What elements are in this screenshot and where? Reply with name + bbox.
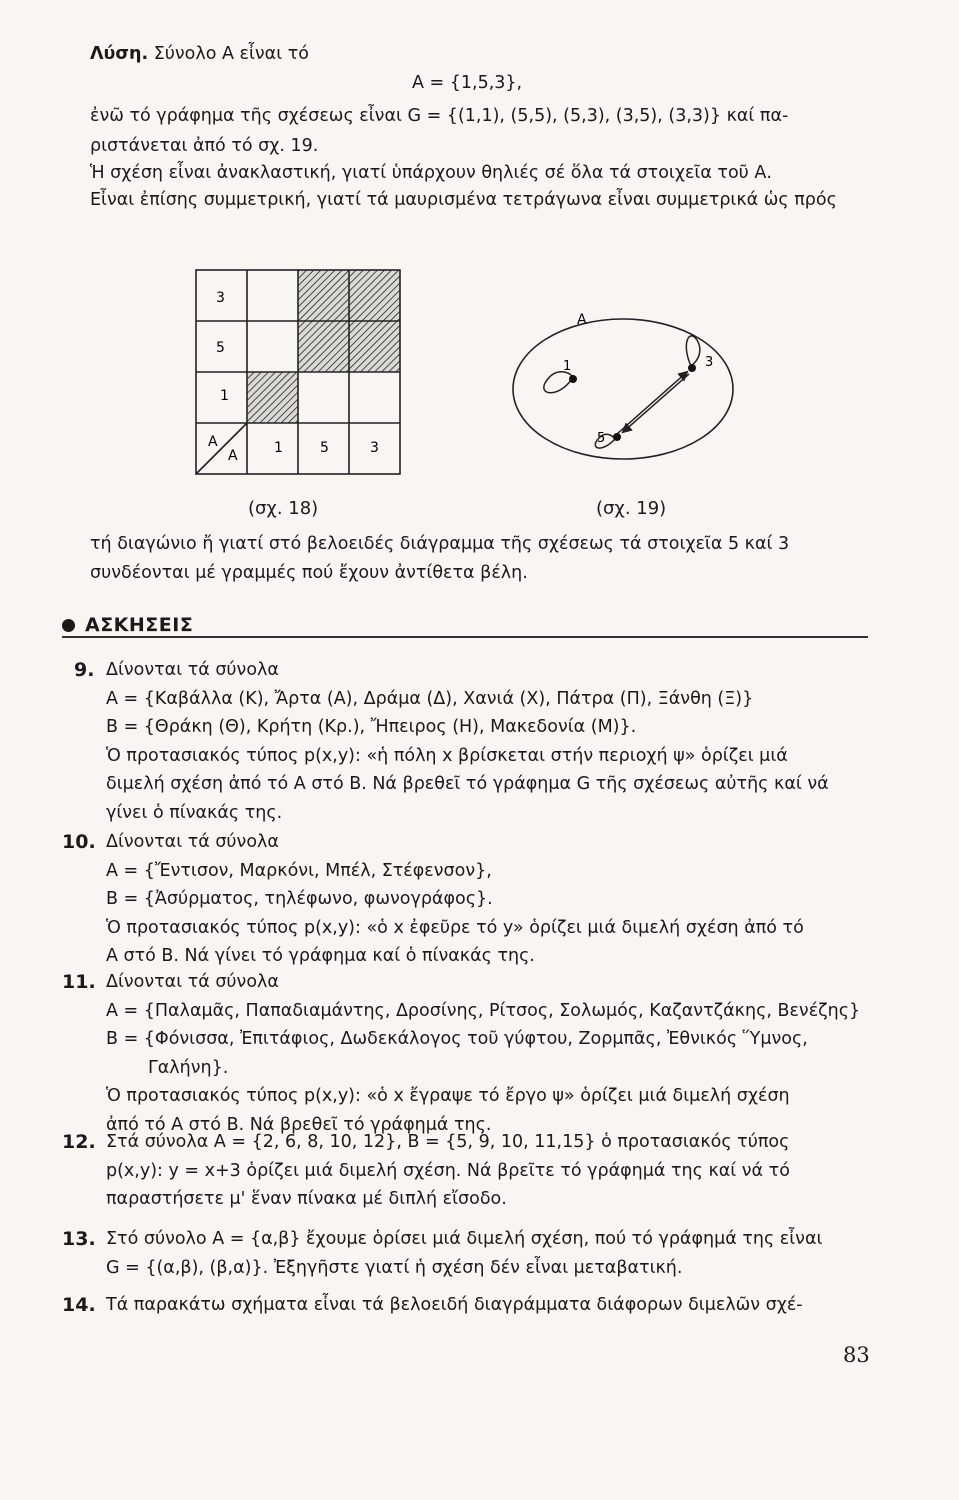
exercise-line: Ὁ προτασιακός τύπος p(x,y): «ὁ x ἐφεῦρε τό y» ὁρίζει μιά διμελή σχέση ἀπό τό [106,917,804,938]
section-divider [62,636,868,638]
exercise-line: Ὁ προτασιακός τύπος p(x,y): «ὁ x ἔγραψε τό ἔργο ψ» ὁρίζει μιά διμελή σχέση [106,1086,790,1107]
exercise-line: Τά παρακάτω σχήματα εἶναι τά βελοειδή διαγράμματα διάφορων διμελῶν σχέ- [106,1295,803,1315]
exercise-number: 14. [62,1294,96,1316]
row-label-3: 3 [216,290,225,306]
arrow-5-to-3 [617,372,687,434]
exercise-line: διμελή σχέση ἀπό τό Α στό Β. Νά βρεθεῖ τό γράφημα G τῆς σχέσεως αὐτῆς καί νά [106,774,829,795]
col-label-5: 5 [320,440,329,456]
exercise-line: Β = {Ἀσύρματος, τηλέφωνο, φωνογράφος}. [106,889,493,910]
exercise-line: παραστήσετε μ' ἕναν πίνακα μέ διπλή εἴσοδο. [106,1189,507,1210]
figure-18-table [190,266,410,480]
bullet-icon [62,619,75,632]
arrow-3-to-5 [623,374,689,432]
solution-label: Λύση. [90,44,149,64]
col-label-1: 1 [274,440,283,456]
corner-label-bottom: A [228,448,238,464]
solution-line-6: Εἶναι ἐπίσης συμμετρική, γιατί τά μαυρισμένα τετράγωνα εἶναι συμμετρικά ὡς πρός [90,190,837,210]
node-label-3: 3 [705,355,714,370]
loop-1 [544,372,573,393]
set-a-ellipse [513,319,733,459]
exercise-number: 9. [74,659,95,681]
exercise-line: Δίνονται τά σύνολα [106,660,279,680]
exercise-number: 11. [62,971,96,993]
exercise-number: 10. [62,831,96,853]
solution-graph-line: ἐνῶ τό γράφημα τῆς σχέσεως εἶναι G = {(1,1), (5,5), (5,3), (3,5), (3,3)} καί πα- [90,106,789,126]
figure-19-arrow-diagram [505,304,750,469]
exercise-line: Στό σύνολο Α = {α,β} ἔχουμε ὁρίσει μιά διμελή σχέση, πού τό γράφημά της εἶναι [106,1229,823,1249]
exercise-number: 12. [62,1131,96,1153]
loop-3 [686,336,700,366]
exercise-number: 13. [62,1228,96,1250]
node-1 [569,375,577,383]
exercise-line: G = {(α,β), (β,α)}. Ἐξηγῆστε γιατί ἡ σχέση δέν εἶναι μεταβατική. [106,1257,683,1278]
row-label-1: 1 [220,388,229,404]
exercise-line: Στά σύνολα Α = {2, 6, 8, 10, 12}, Β = {5, 9, 10, 11,15} ὁ προτασιακός τύπος [106,1132,790,1152]
figure-18-caption: (σχ. 18) [248,498,319,519]
exercise-line: Α = {Ἔντισον, Μαρκόνι, Μπέλ, Στέφενσον}, [106,860,492,881]
solution-line-4: ριστάνεται ἀπό τό σχ. 19. [90,136,319,156]
page-number: 83 [843,1343,870,1367]
exercise-line: Β = {Θράκη (Θ), Κρήτη (Κρ.), Ἤπειρος (Η), Μακεδονία (Μ)}. [106,717,637,738]
node-label-5: 5 [597,431,606,446]
exercise-line: Β = {Φόνισσα, Ἐπιτάφιος, Δωδεκάλογος τοῦ γύφτου, Ζορμπᾶς, Ἐθνικός Ὕμνος, [106,1029,808,1050]
exercise-line: Α στό Β. Νά γίνει τό γράφημα καί ὁ πίνακάς της. [106,946,535,967]
exercises-title: ΑΣΚΗΣΕΙΣ [85,614,194,636]
row-label-5: 5 [216,340,225,356]
exercise-line: Ὁ προτασιακός τύπος p(x,y): «ἡ πόλη x βρίσκεται στήν περιοχή ψ» ὁρίζει μιά [106,745,788,766]
exercise-line: Α = {Καβάλλα (Κ), Ἄρτα (Α), Δράμα (Δ), Χανιά (Χ), Πάτρα (Π), Ξάνθη (Ξ)} [106,688,754,709]
exercise-line: p(x,y): y = x+3 ὁρίζει μιά διμελή σχέση. Νά βρεῖτε τό γράφημά της καί νά τό [106,1160,790,1181]
figure-19-caption: (σχ. 19) [596,498,667,519]
shaded-cell [298,270,349,321]
exercise-line: ἀπό τό Α στό Β. Νά βρεθεῖ τό γράφημά της. [106,1115,492,1135]
solution-text-1: Σύνολο Α εἶναι τό [153,44,309,64]
exercises-heading [62,614,193,636]
node-3 [688,364,696,372]
exercise-line: Δίνονται τά σύνολα [106,972,279,992]
solution-line-8: συνδέονται μέ γραμμές πού ἔχουν ἀντίθετα βέλη. [90,563,528,583]
node-5 [613,433,621,441]
exercise-line: Δίνονται τά σύνολα [106,832,279,852]
corner-label-top: A [208,434,218,450]
exercise-line: Α = {Παλαμᾶς, Παπαδιαμάντης, Δροσίνης, Ρίτσος, Σολωμός, Καζαντζάκης, Βενέζης} [106,1000,861,1021]
node-label-1: 1 [563,359,572,374]
shaded-cell [349,270,400,321]
shaded-cell [298,321,349,372]
exercise-line: γίνει ὁ πίνακάς της. [106,803,283,823]
solution-line-1 [90,44,309,64]
exercise-line: Γαλήνη}. [148,1057,229,1078]
shaded-cell [349,321,400,372]
solution-set-a: Α = {1,5,3}, [412,73,523,93]
solution-line-5: Ἡ σχέση εἶναι ἀνακλαστική, γιατί ὑπάρχουν θηλιές σέ ὅλα τά στοιχεῖα τοῦ Α. [90,163,772,183]
solution-line-7: τή διαγώνιο ἤ γιατί στό βελοειδές διάγραμμα τῆς σχέσεως τά στοιχεῖα 5 καί 3 [90,534,790,554]
set-a-label: A [577,312,587,328]
shaded-cell [247,372,298,423]
col-label-3: 3 [370,440,379,456]
